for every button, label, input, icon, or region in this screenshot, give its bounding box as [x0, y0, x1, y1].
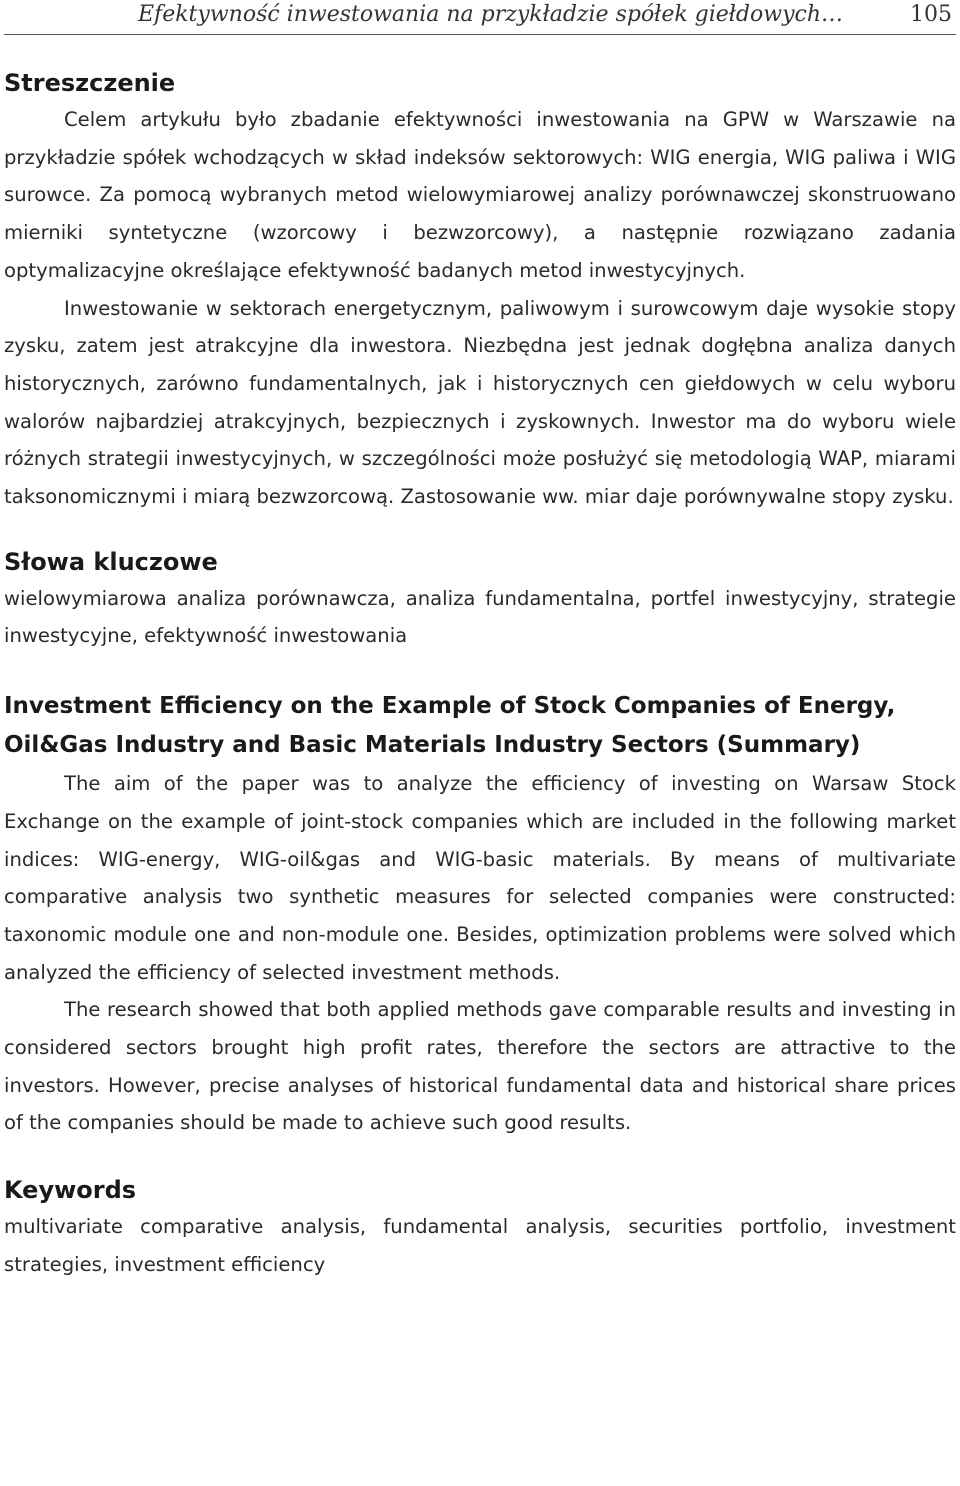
summary-paragraph-1: The aim of the paper was to analyze the efficiency of investing on Warsaw Stock Exchange on the example of joint-stock companies which are included in the following market indices: WIG-energy, WIG-oil&gas and WIG-basic materials. By means of multivariate comparative analysis two synthetic measures for selected companies were constructed: taxonomic module one and non-module one. Besides, optimization problems were solved which analyzed the efficiency of selected investment methods. [4, 772, 956, 984]
streszczenie-section [4, 65, 956, 516]
spacer [4, 655, 956, 685]
summary-section [4, 687, 956, 1142]
slowa-kluczowe-heading: Słowa kluczowe [4, 547, 218, 576]
streszczenie-paragraph-1: Celem artykułu było zbadanie efektywności inwestowania na GPW w Warszawie na przykładzie spółek wchodzących w skład indeksów sektorowych: WIG energia, WIG paliwa i WIG surowce. Za pomocą wybranych metod wielowymiarowej analizy porównawczej skonstruowano mierniki syntetyczne (wzorcowy i bezwzorcowy), a następnie rozwiązano zadania optymalizacyjne określające efektywność badanych metod inwestycyjnych. [4, 108, 956, 282]
streszczenie-heading: Streszczenie [4, 69, 176, 97]
spacer [4, 1142, 956, 1172]
page-number: 105 [910, 2, 952, 27]
summary-paragraph-2: The research showed that both applied methods gave comparable results and investing in considered sectors brought high profit rates, therefore the sectors are attractive to the investors. However, precise analyses of historical fundamental data and historical share prices of the companies should be made to achieve such good results. [4, 998, 956, 1135]
summary-heading: Investment Efficiency on the Example of Stock Companies of Energy, Oil&Gas Industry and Basic Materials Industry Sectors (Summary) [4, 693, 896, 759]
running-title: Efektywność inwestowania na przykładzie spółek giełdowych… [138, 2, 844, 27]
article-page [4, 0, 956, 1284]
keywords-heading: Keywords [4, 1176, 137, 1205]
keywords-section [4, 1172, 956, 1283]
slowa-kluczowe-section [4, 544, 956, 655]
running-header [4, 0, 956, 35]
spacer [4, 516, 956, 544]
keywords-text: multivariate comparative analysis, fundamental analysis, securities portfolio, investment strategies, investment efficiency [4, 1215, 956, 1276]
slowa-kluczowe-text: wielowymiarowa analiza porównawcza, analiza fundamentalna, portfel inwestycyjny, strategie inwestycyjne, efektywność inwestowania [4, 586, 956, 648]
streszczenie-paragraph-2: Inwestowanie w sektorach energetycznym, paliwowym i surowcowym daje wysokie stopy zysku, zatem jest atrakcyjne dla inwestora. Niezbędna jest jednak dogłębna analiza danych historycznych, zarówno fundamentalnych, jak i historycznych cen giełdowych w celu wyboru walorów najbardziej atrakcyjnych, bezpiecznych i zyskownych. Inwestor ma do wyboru wiele różnych strategii inwestycyjnych, w szczególności może posłużyć się metodologią WAP, miarami taksonomicznymi i miarą bezwzorcową. Zastosowanie ww. miar daje porównywalne stopy zysku. [4, 296, 956, 509]
